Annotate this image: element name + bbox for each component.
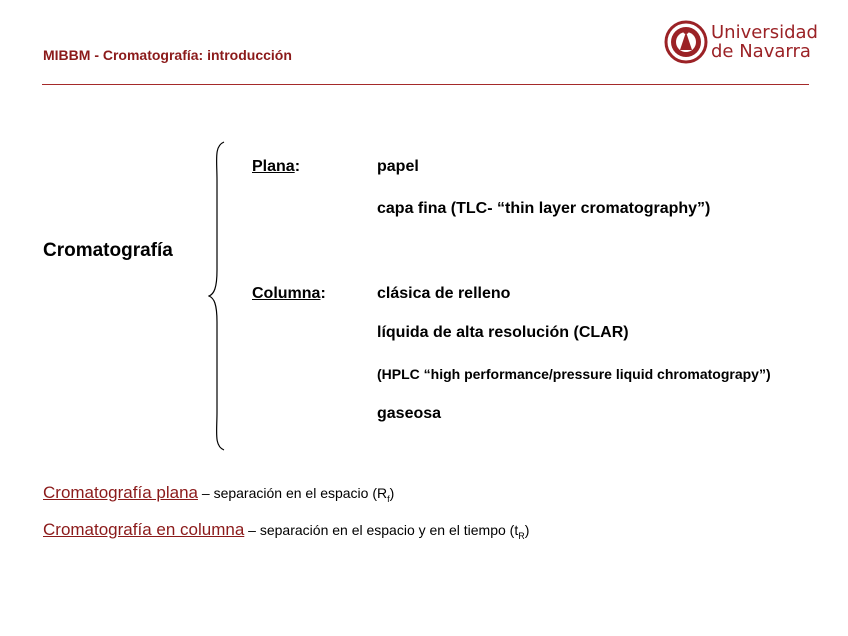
main-term: Cromatografía — [43, 240, 173, 261]
page-title: MIBBM - Cromatografía: introducción — [43, 47, 292, 63]
group-label-text: Columna — [252, 285, 321, 302]
note-plana — [43, 483, 394, 504]
header-divider — [42, 84, 809, 85]
logo-line-2: de Navarra — [711, 41, 811, 62]
note-columna — [43, 520, 529, 541]
note-subscript: f — [387, 493, 390, 504]
columna-option: clásica de relleno — [377, 285, 511, 302]
columna-option: gaseosa — [377, 405, 442, 422]
group-label-text: Plana — [252, 158, 295, 175]
university-seal-icon — [664, 14, 708, 70]
group-label-plana — [252, 158, 300, 176]
plana-option: capa fina (TLC- “thin layer cromatography”) — [377, 200, 711, 217]
group-label-colon: : — [294, 158, 301, 175]
note-dash: – — [244, 522, 260, 538]
group-label-columna — [252, 285, 326, 303]
curly-brace — [208, 140, 228, 452]
note-subscript: R — [518, 530, 525, 541]
note-dash: – — [197, 485, 214, 501]
note-end: ) — [389, 485, 395, 501]
note-end: ) — [524, 522, 530, 538]
note-text: separación en el espacio y en el tiempo (t — [259, 522, 519, 538]
group-label-colon: : — [320, 285, 326, 302]
plana-option: papel — [377, 158, 419, 175]
note-term: Cromatografía en columna — [43, 520, 245, 539]
university-logo-text — [711, 23, 818, 61]
note-text: separación en el espacio (R — [213, 485, 388, 501]
logo-line-1: Universidad — [711, 22, 818, 43]
columna-option: (HPLC “high performance/pressure liquid chromatograpy”) — [377, 366, 771, 382]
note-term: Cromatografía plana — [43, 483, 198, 502]
university-logo — [664, 14, 818, 74]
columna-option: líquida de alta resolución (CLAR) — [377, 324, 629, 341]
